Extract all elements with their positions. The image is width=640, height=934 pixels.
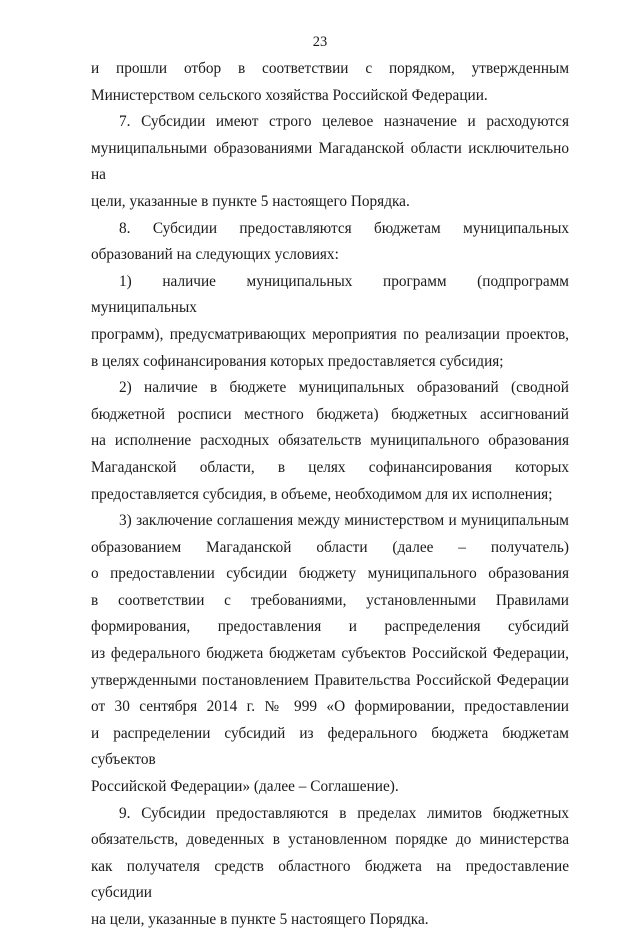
text-line: Министерством сельского хозяйства Российской Федерации. [91, 86, 488, 104]
document-body [91, 56, 569, 934]
text-line: 2) наличие в бюджете муниципальных образований (сводной [119, 379, 569, 397]
text-line: формирования, предоставления и распределения субсидий [91, 618, 569, 636]
paragraph-condition-2 [91, 375, 569, 508]
text-line: бюджетной росписи местного бюджета) бюджетных ассигнований [91, 405, 569, 423]
text-line: на исполнение расходных обязательств муниципального образования [91, 432, 569, 450]
text-line: Магаданской области, в целях софинансирования которых [91, 458, 569, 476]
text-line: на цели, указанные в пункте 5 настоящего Порядка. [91, 911, 429, 928]
text-line: 1) наличие муниципальных программ (подпрограмм муниципальных [91, 272, 569, 317]
paragraph-item-9 [91, 801, 569, 934]
text-line: цели, указанные в пункте 5 настоящего Порядка. [91, 192, 410, 210]
text-line: от 30 сентября 2014 г. № 999 «О формировании, предоставлении [91, 698, 569, 716]
text-line: 3) заключение соглашения между министерством и муниципальным [119, 512, 569, 530]
text-line: и распределении субсидий из федерального бюджета бюджетам субъектов [91, 724, 569, 769]
text-line: и прошли отбор в соответствии с порядком, утвержденным [91, 60, 569, 77]
text-line: программ), предусматривающих мероприятия по реализации проектов, [91, 325, 569, 343]
text-line: муниципальными образованиями Магаданской области исключительно на [91, 139, 569, 184]
paragraph-continuation [91, 56, 569, 109]
text-line: предоставляется субсидия, в объеме, необходимом для их исполнения; [91, 485, 553, 503]
page-number: 23 [312, 34, 328, 50]
text-line: образованием Магаданской области (далее – получатель) [91, 538, 569, 556]
text-line: из федерального бюджета бюджетам субъектов Российской Федерации, [91, 645, 569, 663]
text-line: о предоставлении субсидии бюджету муниципального образования [91, 565, 569, 583]
paragraph-item-7 [91, 109, 569, 215]
paragraph-condition-1 [91, 269, 569, 375]
paragraph-item-8 [91, 216, 569, 269]
text-line: в целях софинансирования которых предоставляется субсидия; [91, 352, 504, 370]
paragraph-condition-3 [91, 508, 569, 801]
text-line: 9. Субсидии предоставляются в пределах лимитов бюджетных [119, 804, 569, 822]
text-line: обязательств, доведенных в установленном порядке до министерства [91, 831, 569, 849]
text-line: 7. Субсидии имеют строго целевое назначение и расходуются [119, 113, 569, 131]
text-line: как получателя средств областного бюджета на предоставление субсидии [91, 857, 569, 902]
text-line: образований на следующих условиях: [91, 246, 339, 264]
text-line: утвержденными постановлением Правительства Российской Федерации [91, 671, 569, 689]
text-line: в соответствии с требованиями, установленными Правилами [91, 591, 569, 609]
text-line: 8. Субсидии предоставляются бюджетам муниципальных [119, 219, 569, 237]
text-line: Российской Федерации» (далее – Соглашение). [91, 778, 399, 796]
